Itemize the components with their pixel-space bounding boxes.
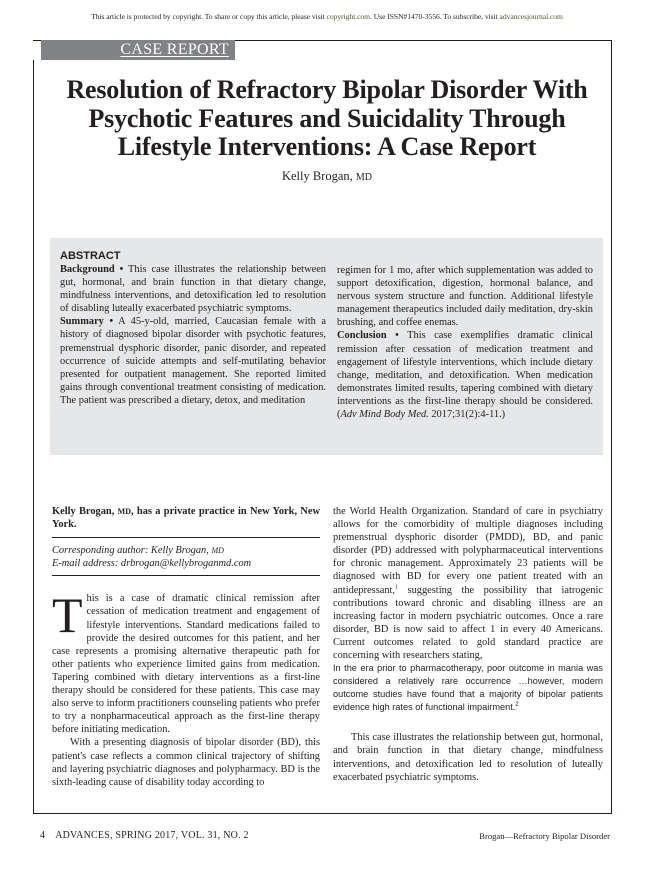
- conclusion-label: Conclusion •: [337, 330, 399, 342]
- section-label: CASE REPORT: [120, 41, 229, 58]
- conclusion-text: This case exemplifies dramatic clinical remission after cessation of medication treatment and engagement of lifestyle interventions, which include dietary change, meditation, and detoxification. When medication demonstrates limited results, tapering combined with dietary interventions as the first-line therapy should be considered. (: [337, 330, 593, 421]
- affiliation-text: , has a private practice in New York, New York.: [52, 506, 321, 531]
- quote-text: In the era prior to pharmacotherapy, poor outcome in mania was considered a relatively rare occurrence …however, modern outcome studies have found that a majority of bipolar patients evidence high rates of functional impairment.: [333, 663, 603, 712]
- journal-issue: ADVANCES, SPRING 2017, VOL. 31, NO. 2: [55, 830, 249, 841]
- body-column-right: [333, 505, 603, 784]
- running-head: Brogan—Refractory Bipolar Disorder: [479, 831, 610, 841]
- article-title: Resolution of Refractory Bipolar Disorder With Psychotic Features and Suicidality Through Lifestyle Interventions: A Case Report: [66, 75, 588, 161]
- correspondence: [52, 544, 320, 570]
- corresponding-author-credential: MD: [211, 546, 224, 556]
- footer-journal: [40, 830, 249, 841]
- corresponding-author: [52, 544, 320, 557]
- section-tab: [41, 40, 235, 60]
- reference-1[interactable]: 1: [395, 584, 399, 591]
- page-number: 4: [40, 830, 46, 841]
- affiliation-name: Kelly Brogan,: [52, 506, 115, 517]
- abstract-summary: [60, 315, 326, 407]
- summary-text: A 45-y-old, married, Caucasian female with a history of diagnosed bipolar disorder with psychotic features, premenstrual dysphoric disorder, panic disorder, and repeated occurrence of suicide attempts and self-mutilating behavior presented for outpatient management. She reported limited gains through conventional treatment consisting of medication. The patient was prescribed a dietary, detox, and meditation: [60, 316, 326, 406]
- abstract-column-right: [337, 264, 593, 421]
- abstract-summary-continued: regimen for 1 mo, after which supplementation was added to support detoxification, digestion, hormonal balance, and nervous system structure and function. Additional lifestyle management therapeutics included daily meditation, dry-skin brushing, and coffee enemas.: [337, 265, 593, 329]
- background-text: This case illustrates the relationship between gut, hormonal, and brain function in that dietary change, mindfulness interventions, and detoxification led to resolution of disabling luteally exacerbated psychiatric symptoms.: [60, 264, 326, 315]
- abstract-box: [50, 238, 603, 455]
- subscribe-link[interactable]: advancesjournal.com: [499, 12, 563, 21]
- body-paragraph: This case illustrates the relationship between gut, hormonal, and brain function in that dietary change, mindfulness interventions, and detoxification led to resolution of luteally exacerbated psychiatric symptoms.: [333, 732, 603, 783]
- copyright-text: This article is protected by copyright. To share or copy this article, please visit: [91, 12, 327, 21]
- body-paragraph: With a presenting diagnosis of bipolar disorder (BD), this patient's case reflects a common clinical trajectory of shifting and layering psychiatric diagnoses and polypharmacy. BD is the sixth-leading cause of disability today according to: [52, 737, 320, 788]
- block-quote: [333, 662, 603, 713]
- citation-journal: Adv Mind Body Med.: [340, 409, 429, 421]
- reference-2[interactable]: 2: [515, 701, 519, 708]
- body-column-left: [52, 505, 320, 789]
- citation-details: 2017;31(2):4-11.): [428, 409, 506, 421]
- author-affiliation: [52, 505, 320, 531]
- divider: [52, 537, 320, 538]
- drop-cap: T: [52, 587, 83, 644]
- abstract-conclusion: [337, 329, 593, 421]
- body-paragraph-continued: [333, 505, 603, 662]
- copyright-notice: [0, 12, 654, 21]
- abstract-background: [60, 263, 326, 315]
- author-credential: MD: [355, 172, 373, 183]
- intro-text: his is a case of dramatic clinical remission after cessation of medication treatment and engagement of lifestyle interventions. Standard medications failed to provide the desired outcomes for this patient, and her case represents a promising alternative therapeutic path for other patients who experience limited gains from medication. Tapering combined with dietary interventions as a first-line therapy should be considered for these patients. This case may also serve to inform practitioners counseling patients who prefer to try a nonpharmaceutical approach as the first-line therapy before initiating medication.: [52, 593, 320, 736]
- divider: [52, 575, 320, 576]
- background-label: Background •: [60, 264, 124, 275]
- byline: [0, 169, 654, 184]
- issn-text: . Use ISSN#1470-3556. To subscribe, visit: [370, 12, 500, 21]
- intro-paragraph: [52, 587, 320, 736]
- affiliation-credential: MD: [117, 507, 131, 516]
- abstract-heading: ABSTRACT: [60, 250, 121, 262]
- abstract-column-left: [60, 250, 326, 407]
- author-name: Kelly Brogan,: [281, 169, 353, 183]
- continued-text-b: suggesting the possibility that iatrogenic contributions toward chronic and disabling illness are an increasing factor in modern psychiatric outcomes. Once a rare disorder, BD is now said to affect 1 in every 40 Americans. Current outcomes related to gold standard practice are concerning with researchers stating,: [333, 584, 603, 662]
- email-address[interactable]: E-mail address: drbrogan@kellybroganmd.com: [52, 558, 252, 570]
- corresponding-author-text: Corresponding author: Kelly Brogan,: [52, 545, 209, 557]
- summary-label: Summary •: [60, 316, 114, 328]
- copyright-link[interactable]: copyright.com: [326, 12, 371, 21]
- continued-text-a: the World Health Organization. Standard of care in psychiatry allows for the comorbidity of multiple diagnoses including premenstrual dysphoric disorder (PMDD), BD, and panic disorder (PD) addressed with polypharmaceutical interventions for chronic management. Approximately 23 patients will be diagnosed with BD for every one patient treated with an antidepressant,: [333, 506, 603, 596]
